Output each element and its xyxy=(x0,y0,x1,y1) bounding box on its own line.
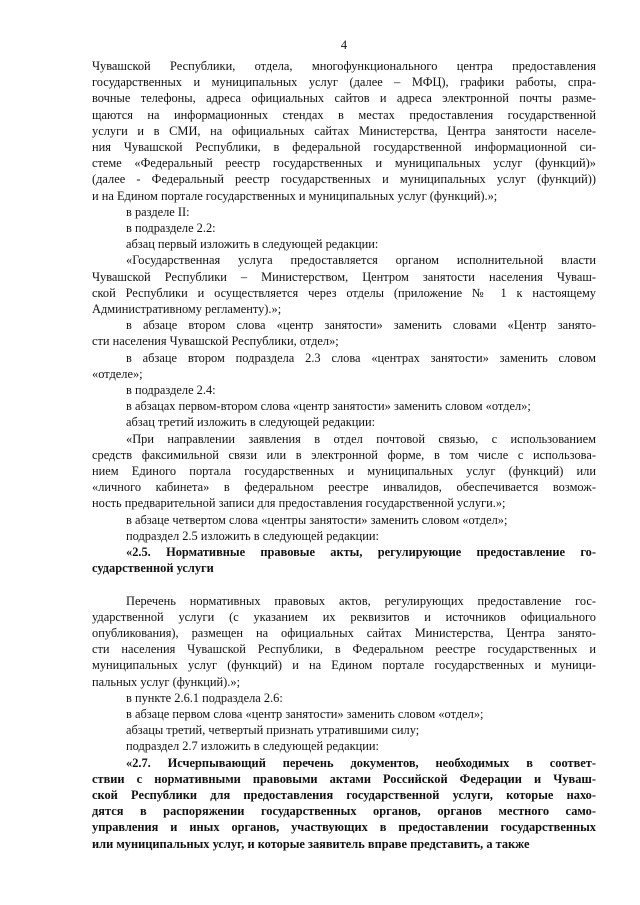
paragraph xyxy=(92,58,596,204)
text-line: Чувашской Республики, отдела, многофункционального центра предоставления xyxy=(92,59,596,73)
text-line: ния Чувашской Республики, в федеральной государственной информационной си- xyxy=(92,140,596,155)
text-line: сударственной услуги xyxy=(92,561,214,576)
paragraph xyxy=(92,528,596,544)
paragraph xyxy=(92,414,596,430)
text-line: ность предварительной записи для предоставления государственной услуги.»; xyxy=(92,496,506,511)
text-line: пальных услуг (функций).»; xyxy=(92,674,241,689)
text-line: стеме «Федеральный реестр государственных и муниципальных услуг (функций)» xyxy=(92,156,596,171)
text-line: нием Единого портала государственных и муниципальных услуг (функций) или xyxy=(92,464,596,479)
text-line: в подразделе 2.2: xyxy=(126,221,216,236)
paragraph xyxy=(92,220,596,236)
text-line: услуги и в СМИ, на официальных сайтах Министерства, Центра занятости населе- xyxy=(92,123,596,138)
paragraph xyxy=(92,317,596,349)
paragraph xyxy=(92,350,596,382)
text-line: абзац первый изложить в следующей редакции: xyxy=(126,237,379,252)
text-line: ствии с нормативными правовыми актами Российской Федерации и Чуваш- xyxy=(92,771,596,786)
text-line: «2.7. Исчерпывающий перечень документов, необходимых в соответ- xyxy=(126,755,596,770)
document-body xyxy=(92,58,596,852)
paragraph xyxy=(92,382,596,398)
text-line: средств факсимильной связи или в электронной форме, в том числе с использова- xyxy=(92,447,596,462)
text-line: и на Едином портале государственных и муниципальных услуг (функций).»; xyxy=(92,188,498,203)
text-line: в разделе II: xyxy=(126,204,190,219)
text-line: Административному регламенту).»; xyxy=(92,302,282,317)
text-line: опубликования), размещен на официальных сайтах Министерства, Центра занято- xyxy=(92,625,596,640)
text-line: в пункте 2.6.1 подраздела 2.6: xyxy=(126,690,283,705)
paragraph xyxy=(92,722,596,738)
text-line: «При направлении заявления в отдел почтовой связью, с использованием xyxy=(126,431,596,446)
paragraph xyxy=(92,593,596,690)
text-line: подраздел 2.7 изложить в следующей редакции: xyxy=(126,739,379,754)
text-line: в абзацах первом-втором слова «центр занятости» заменить словом «отдел»; xyxy=(126,399,531,414)
paragraph xyxy=(92,738,596,754)
text-line: дятся в распоряжении государственных органов, органов местного само- xyxy=(92,804,596,819)
paragraph xyxy=(92,706,596,722)
text-line: абзац третий изложить в следующей редакции: xyxy=(126,415,376,430)
text-line: в абзаце втором слова «центр занятости» заменить словами «Центр занято- xyxy=(126,318,596,333)
text-line: или муниципальных услуг, и которые заявитель вправе представить, а также xyxy=(92,836,530,851)
text-line: (далее - Федеральный реестр государственных и муниципальных услуг (функций)) xyxy=(92,172,596,187)
paragraph xyxy=(92,204,596,220)
paragraph xyxy=(92,755,596,852)
text-line: ской Республики для предоставления государственной услуги, которые нахо- xyxy=(92,787,596,802)
paragraph xyxy=(92,544,596,576)
text-line: «личного кабинета» в федеральном реестре инвалидов, обеспечивается возмож- xyxy=(92,480,596,495)
text-line: «отделе»; xyxy=(92,366,143,381)
paragraph xyxy=(92,252,596,317)
paragraph xyxy=(92,431,596,512)
text-line: подраздел 2.5 изложить в следующей редакции: xyxy=(126,528,379,543)
text-line: в абзаце втором подраздела 2.3 слова «центрах занятости» заменить словом xyxy=(126,350,596,365)
text-line: ской Республики и осуществляется через отделы (приложение № 1 к настоящему xyxy=(92,285,596,300)
text-line: государственных и муниципальных услуг (далее – МФЦ), графики работы, спра- xyxy=(92,75,596,90)
paragraph xyxy=(92,512,596,528)
paragraph xyxy=(92,398,596,414)
text-line: Перечень нормативных правовых актов, регулирующих предоставление гос- xyxy=(126,593,596,608)
text-line: сти населения Чувашской Республики, отдел»; xyxy=(92,334,339,349)
text-line: щаются на информационных стендах в местах предоставления государственной xyxy=(92,107,596,122)
text-line: «2.5. Нормативные правовые акты, регулирующие предоставление го- xyxy=(126,545,596,560)
paragraph xyxy=(92,690,596,706)
text-line: управления и иных органов, участвующих в предоставлении государственных xyxy=(92,820,596,835)
text-line: в абзаце первом слова «центр занятости» заменить словом «отдел»; xyxy=(126,706,484,721)
text-line: «Государственная услуга предоставляется органом исполнительной власти xyxy=(126,253,596,268)
text-line: Чувашской Республики – Министерством, Центром занятости населения Чуваш- xyxy=(92,269,596,284)
text-line: в подразделе 2.4: xyxy=(126,383,216,398)
paragraph xyxy=(92,236,596,252)
text-line: сти населения Чувашской Республики, в Федеральном реестре государственных и xyxy=(92,642,596,657)
text-line: вочные телефоны, адреса официальных сайтов и адреса электронной почты разме- xyxy=(92,91,596,106)
text-line: ударственной услуги (с указанием их реквизитов и источников официального xyxy=(92,609,596,624)
paragraph-gap xyxy=(92,577,596,593)
text-line: муниципальных услуг (функций) и на Едином портале государственных и муници- xyxy=(92,658,596,673)
text-line: абзацы третий, четвертый признать утратившими силу; xyxy=(126,723,420,738)
page-number: 4 xyxy=(340,38,348,52)
document-page xyxy=(92,36,596,852)
text-line: в абзаце четвертом слова «центры занятости» заменить словом «отдел»; xyxy=(126,512,508,527)
